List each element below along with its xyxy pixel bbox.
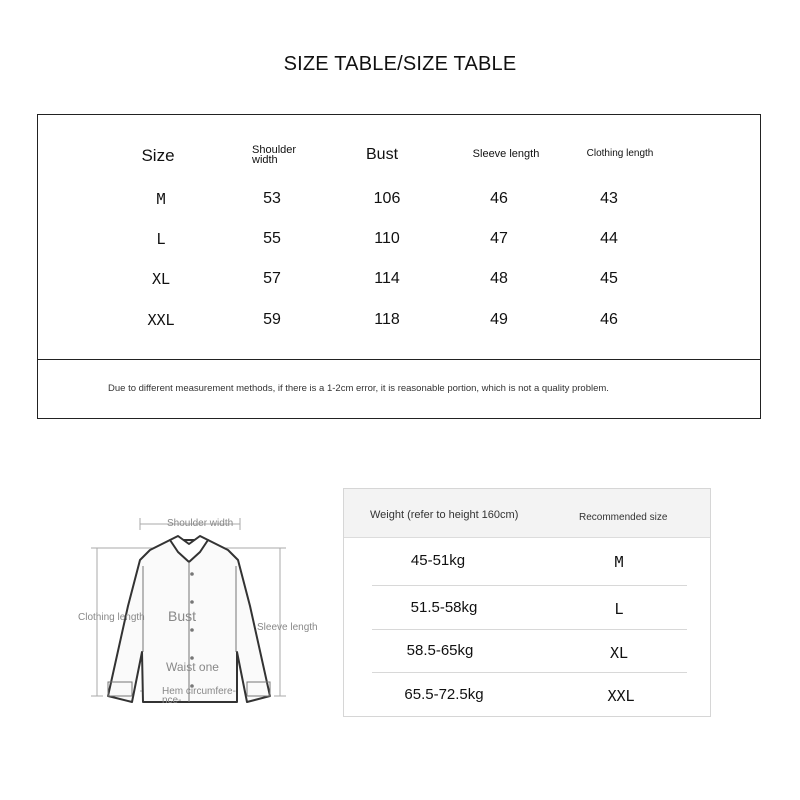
row-size: M bbox=[156, 190, 166, 208]
row-bust: 106 bbox=[373, 190, 401, 207]
page-title: SIZE TABLE/SIZE TABLE bbox=[283, 53, 517, 75]
recommended-size: XL bbox=[609, 644, 629, 662]
row-sleeve: 47 bbox=[490, 230, 508, 247]
row-clothing: 46 bbox=[600, 311, 618, 328]
row-sleeve: 49 bbox=[490, 311, 508, 328]
row-sleeve: 46 bbox=[490, 190, 508, 207]
row-divider bbox=[372, 629, 687, 630]
row-shoulder: 53 bbox=[263, 190, 281, 207]
row-divider bbox=[372, 672, 687, 673]
weight-table-header bbox=[344, 489, 710, 538]
header-recommended-size: Recommended size bbox=[579, 512, 668, 523]
header-shoulder-width bbox=[252, 145, 296, 165]
label-hem-line1: Hem circumfere- bbox=[162, 686, 236, 697]
header-bust: Bust bbox=[365, 146, 399, 163]
header-weight: Weight (refer to height 160cm) bbox=[370, 509, 519, 521]
row-clothing: 43 bbox=[600, 190, 618, 207]
row-shoulder: 57 bbox=[263, 270, 281, 287]
label-clothing-length: Clothing length bbox=[78, 612, 145, 623]
row-shoulder: 59 bbox=[263, 311, 281, 328]
row-sleeve: 48 bbox=[490, 270, 508, 287]
weight-recommendation-table bbox=[343, 488, 711, 717]
weight-value: 58.5-65kg bbox=[406, 642, 474, 659]
row-size: XXL bbox=[147, 311, 175, 329]
header-shoulder-line1: Shoulder bbox=[252, 144, 297, 156]
header-shoulder-line2: width bbox=[252, 154, 278, 166]
row-bust: 110 bbox=[374, 230, 400, 247]
label-shoulder-width: Shoulder width bbox=[167, 518, 234, 529]
recommended-size: L bbox=[614, 600, 624, 618]
table-divider bbox=[38, 359, 760, 360]
row-size: XL bbox=[151, 270, 171, 288]
weight-value: 51.5-58kg bbox=[410, 599, 478, 616]
label-hem-circumference bbox=[162, 687, 236, 705]
recommended-size: M bbox=[614, 553, 624, 571]
weight-value: 45-51kg bbox=[410, 552, 466, 569]
size-table bbox=[37, 114, 761, 419]
label-waist: Waist one bbox=[166, 660, 219, 674]
row-clothing: 44 bbox=[600, 230, 618, 247]
measurement-note: Due to different measurement methods, if there is a 1-2cm error, it is reasonable portion, which is not a quality problem. bbox=[108, 383, 609, 394]
label-hem-line2: nce- bbox=[162, 695, 182, 706]
header-clothing-length: Clothing length bbox=[586, 148, 654, 159]
label-sleeve-length: Sleeve length bbox=[257, 622, 318, 633]
header-size: Size bbox=[141, 146, 175, 165]
weight-value: 65.5-72.5kg bbox=[404, 686, 484, 703]
row-divider bbox=[372, 585, 687, 586]
row-bust: 118 bbox=[374, 311, 400, 328]
recommended-size: XXL bbox=[607, 687, 635, 705]
shirt-measurement-diagram bbox=[70, 510, 340, 715]
row-clothing: 45 bbox=[600, 270, 618, 287]
label-bust: Bust bbox=[168, 608, 197, 624]
row-size: L bbox=[156, 230, 166, 248]
header-sleeve-length: Sleeve length bbox=[472, 148, 540, 160]
row-bust: 114 bbox=[374, 270, 400, 287]
row-shoulder: 55 bbox=[263, 230, 281, 247]
